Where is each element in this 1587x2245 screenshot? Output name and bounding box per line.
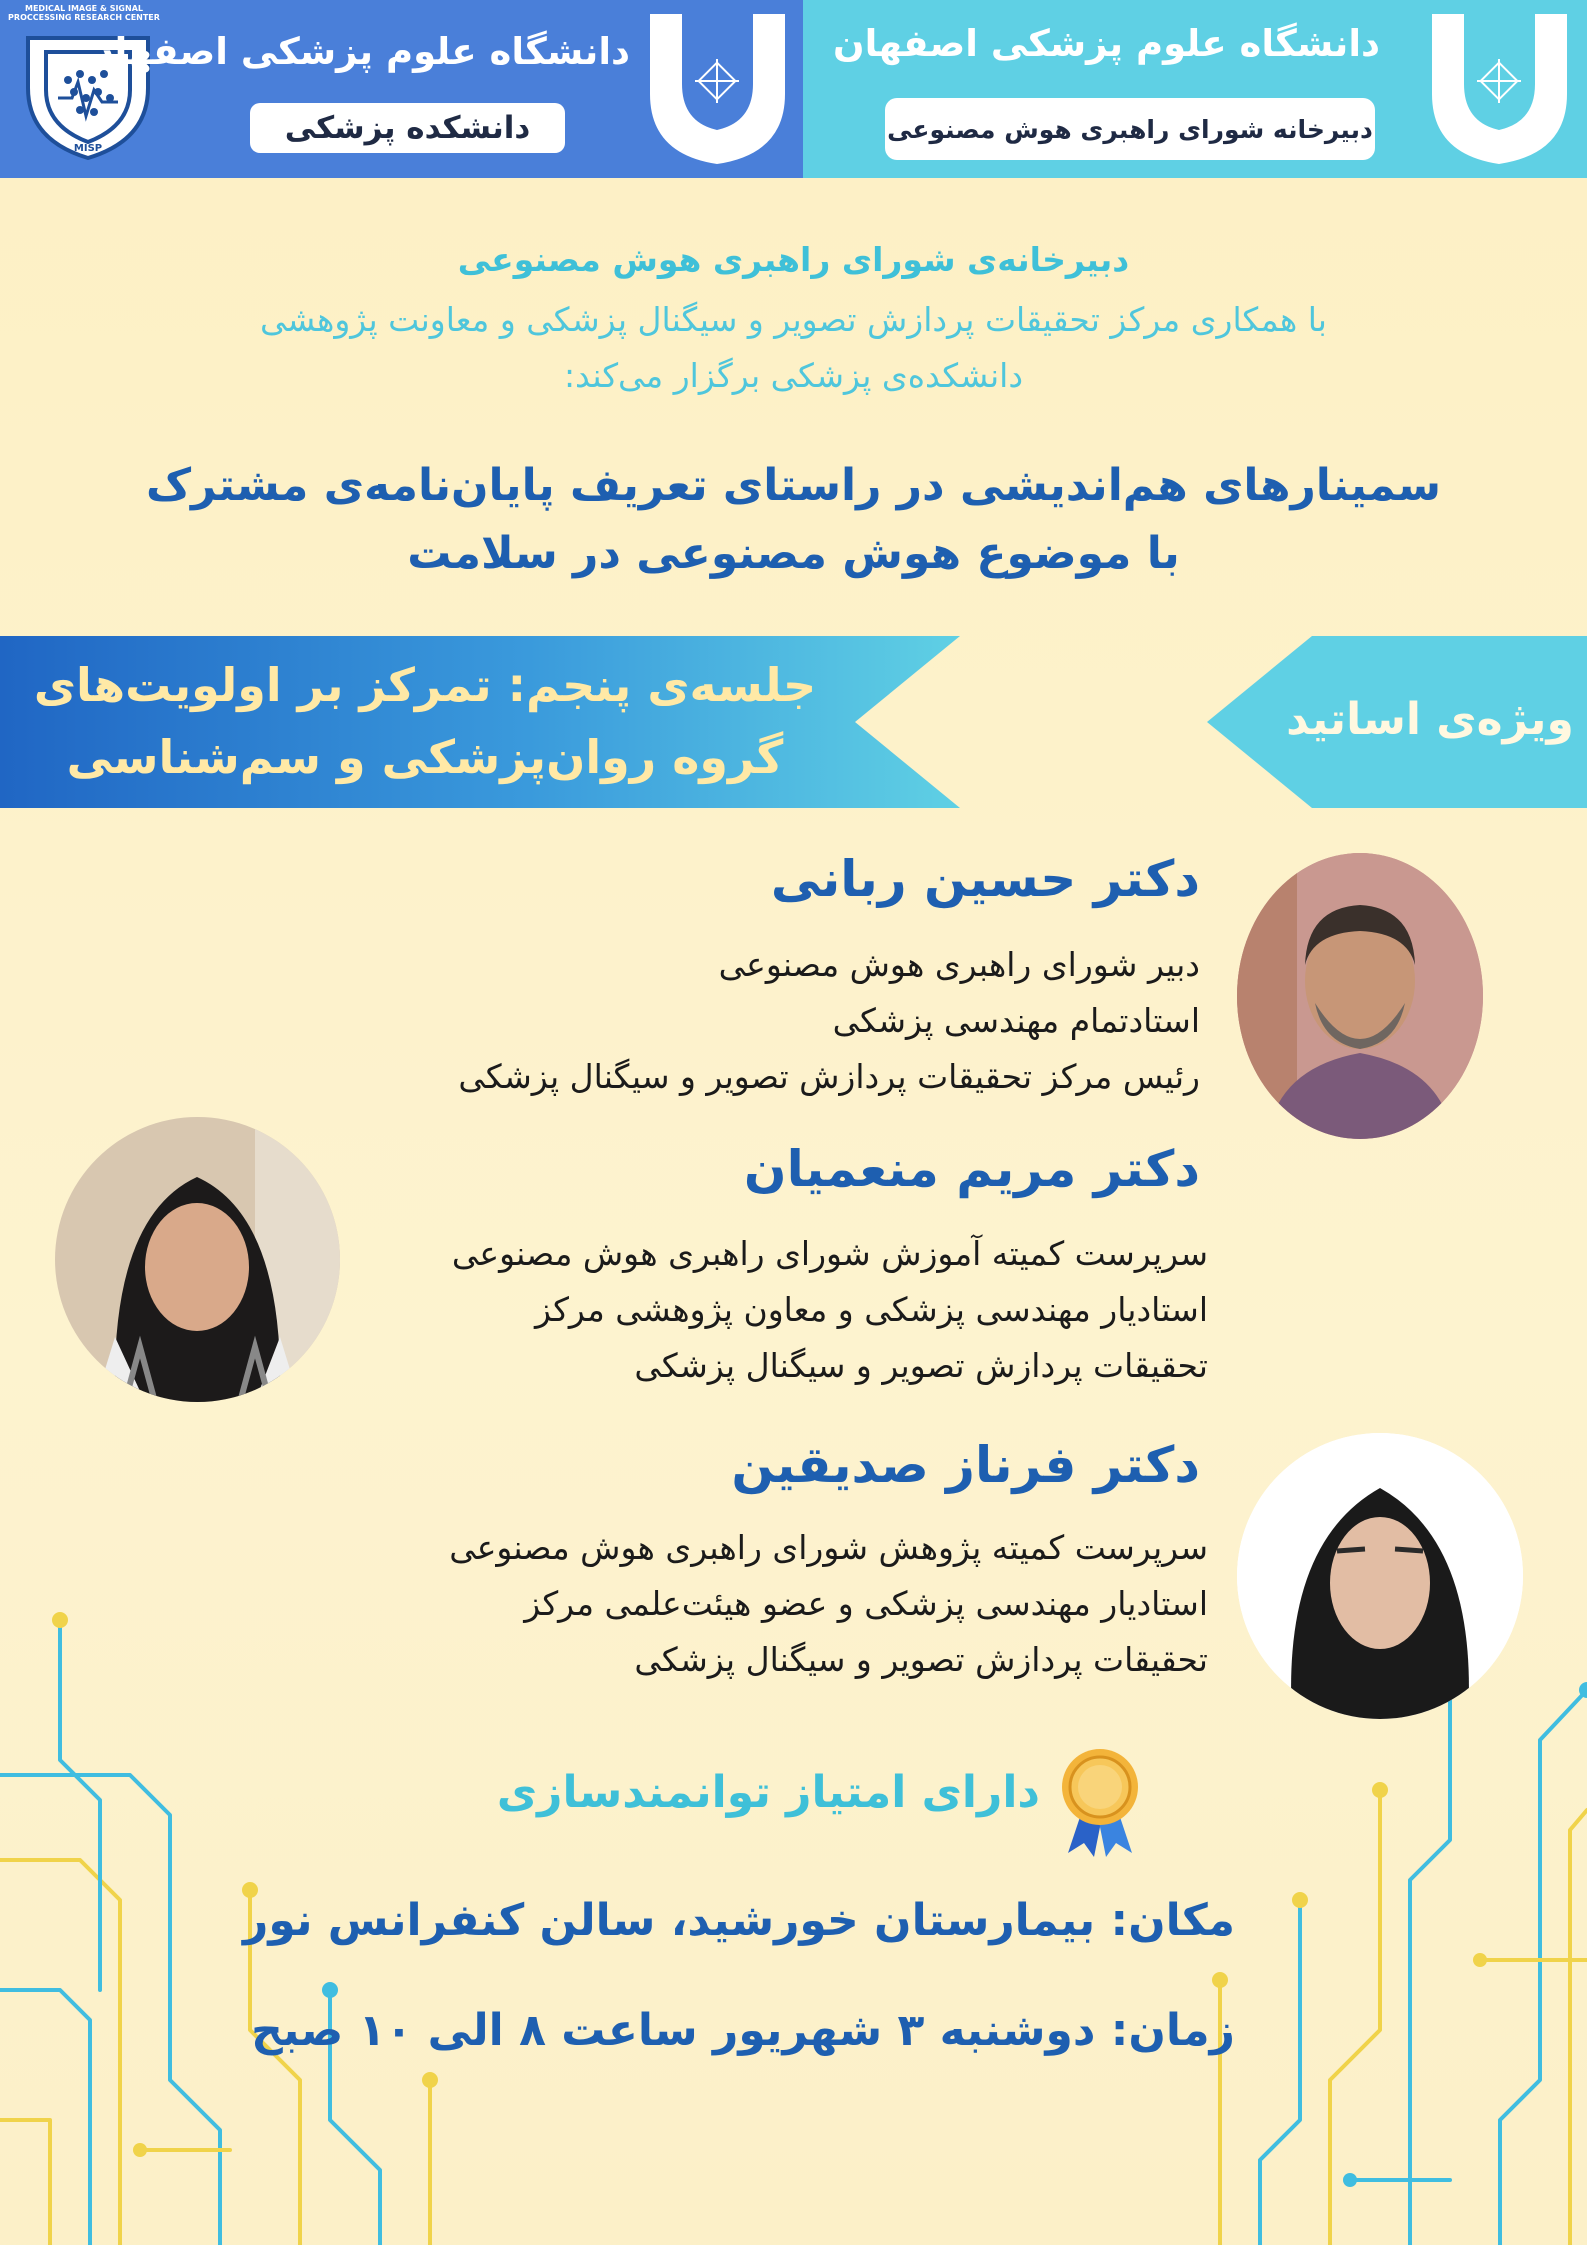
misp-logo-label: MISP (73, 143, 103, 154)
credit-text: دارای امتیاز توانمندسازی (496, 1767, 1040, 1818)
speaker-role: استادیار مهندسی پزشکی و عضو هیئت‌علمی مرکز (524, 1584, 1208, 1623)
misp-logo-caption: MEDICAL IMAGE & SIGNAL PROCCESSING RESEARCH CENTER (8, 4, 160, 22)
collaboration-line-1: با همکاری مرکز تحقیقات پردازش تصویر و سیگنال پزشکی و معاونت پژوهشی (260, 300, 1327, 339)
seminar-title-line-1: سمینارهای هم‌اندیشی در راستای تعریف پایان‌نامه‌ی مشترک (145, 460, 1442, 511)
speaker-role: سرپرست کمیته آموزش شورای راهبری هوش مصنوعی (451, 1234, 1208, 1273)
speaker-name: دکتر حسین ربانی (770, 850, 1200, 908)
seminar-title-line-2: با موضوع هوش مصنوعی در سلامت (407, 528, 1180, 579)
award-badge-icon (1054, 1745, 1146, 1857)
speaker-role: سرپرست کمیته پژوهش شورای راهبری هوش مصنوعی (449, 1528, 1208, 1567)
organizer-heading: دبیرخانه‌ی شورای راهبری هوش مصنوعی (457, 240, 1130, 279)
speaker-role: تحقیقات پردازش تصویر و سیگنال پزشکی (634, 1640, 1208, 1679)
speaker-name: دکتر فرناز صدیقین (731, 1436, 1200, 1494)
speaker-role: رئیس مرکز تحقیقات پردازش تصویر و سیگنال پزشکی (458, 1057, 1200, 1096)
faculty-pill: دانشکده پزشکی (250, 103, 565, 153)
session-title-line-1: جلسه‌ی پنجم: تمرکز بر اولویت‌های (33, 658, 817, 712)
speaker-role: دبیر شورای راهبری هوش مصنوعی (718, 945, 1200, 984)
speaker-name: دکتر مریم منعمیان (743, 1140, 1200, 1198)
speaker-role: استادیار مهندسی پزشکی و معاون پژوهشی مرکز (535, 1290, 1208, 1329)
session-title-line-2: گروه روان‌پزشکی و سم‌شناسی (66, 730, 784, 784)
time-text: زمان: دوشنبه ۳ شهریور ساعت ۸ الی ۱۰ صبح (251, 2005, 1235, 2056)
audience-label: ویژه‌ی اساتید (1286, 694, 1574, 745)
speaker-role: استادتمام مهندسی پزشکی (832, 1001, 1200, 1040)
collaboration-line-2: دانشکده‌ی پزشکی برگزار می‌کند: (563, 356, 1024, 395)
university-name-right: دانشگاه علوم پزشکی اصفهان (832, 22, 1380, 65)
speaker-photo-sedighin (1237, 1433, 1523, 1719)
secretariat-pill: دبیرخانه شورای راهبری هوش مصنوعی (885, 98, 1375, 160)
university-shield-icon (1432, 14, 1567, 168)
university-name-left: دانشگاه علوم پزشکی اصفهان (82, 30, 630, 73)
speaker-role: تحقیقات پردازش تصویر و سیگنال پزشکی (634, 1346, 1208, 1385)
location-text: مکان: بیمارستان خورشید، سالن کنفرانس نور (243, 1895, 1235, 1946)
university-shield-icon (650, 14, 785, 168)
speaker-photo-rabbani (1237, 853, 1483, 1139)
